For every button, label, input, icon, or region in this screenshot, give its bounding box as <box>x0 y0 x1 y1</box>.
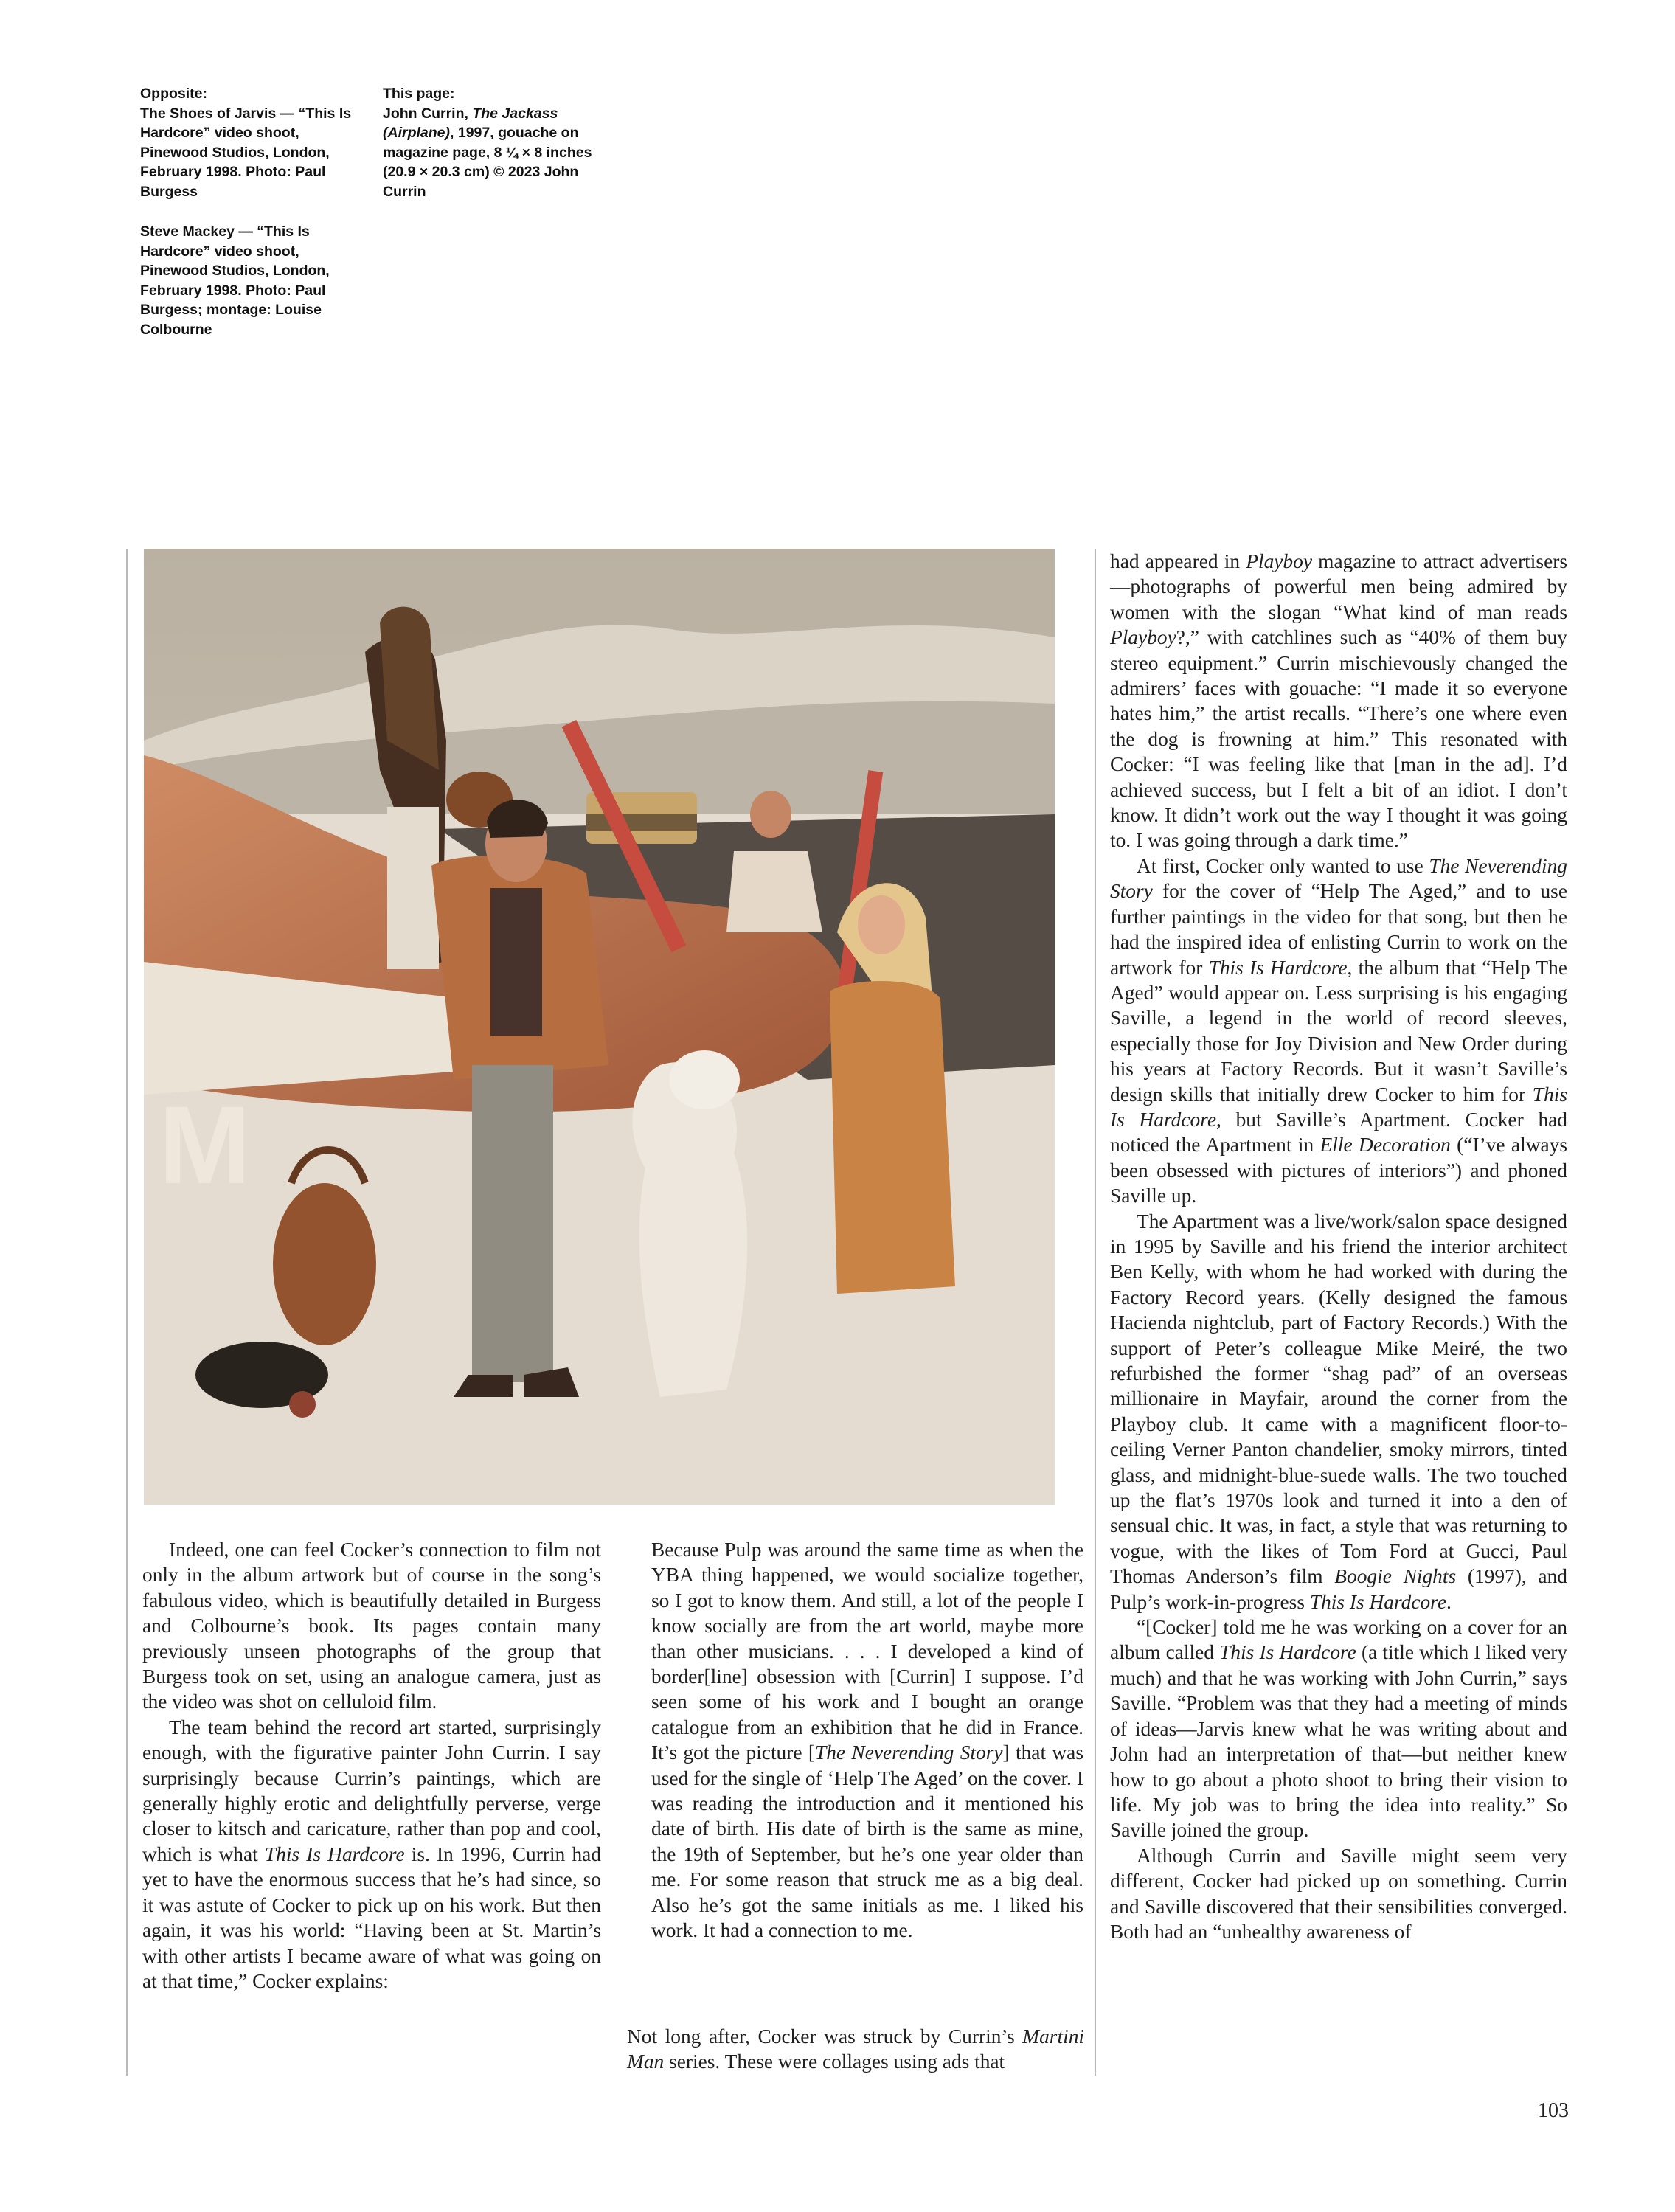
caption-details: , 1997, gouache on magazine page, 8 ¼ × 8 inches (20.9 × 20.3 cm) © 2023 John Currin <box>383 125 592 200</box>
middle-paragraph-title: Martini Man <box>627 2025 1084 2073</box>
middle-column-continuation <box>627 2024 1084 2075</box>
right-p1-b: magazine to attract advertisers—photographs of powerful men being admired by women with the slogan “What kind of man reads <box>1110 550 1568 623</box>
right-p2-title-3: This Is Hardcore <box>1110 1083 1567 1131</box>
right-p2-c: , the album that “Help The Aged” would appear on. Less surprising is his engaging Saville, a legend in the world of record sleeves, especially those for Joy Division and New Order during his years at Factory Records. But it wasn’t Saville’s design skills that initially drew Cocker to him for <box>1110 956 1568 1106</box>
block-quote-title: The Neverending Story <box>815 1741 1003 1764</box>
right-p1-a: had appeared in <box>1110 550 1246 572</box>
right-paragraph-3 <box>1110 1209 1567 1615</box>
caption-opposite-label: Opposite: <box>140 86 207 102</box>
right-p3-c: . <box>1446 1590 1452 1613</box>
artwork-image <box>144 549 1055 1505</box>
left-paragraph-2-text-b: is. In 1996, Currin had yet to have the enormous success that he’s had since, so it was astute of Cocker to pick up on his work. But then again, it was his world: “Having been at St. Martin’s with other artists I became aware of what was going on at that time,” Cocker explains: <box>142 1842 601 1992</box>
left-paragraph-1: Indeed, one can feel Cocker’s connection to film not only in the album artwork but of course in the song’s fabulous video, which is beautifully detailed in Burgess and Colbourne’s book. Its pages contain many previously unseen photographs of the group that Burgess took on set, using an analogue camera, just as the video was shot on celluloid film. <box>142 1539 601 1713</box>
column-rule-right <box>1095 549 1096 2076</box>
right-p2-b: for the cover of “Help The Aged,” and to use further paintings in the video for that song, but then he had the inspired idea of enlisting Currin to work on the artwork for <box>1110 880 1567 979</box>
right-p4-b: (a title which I liked very much) and that he was working with John Currin,” says Saville. “Problem was that they had a meeting of minds of ideas—Jarvis knew what he was writing about and John had an interpretation of that—but neither knew how to go about a photo shoot to bring their vision to life. My job was to bring the idea into reality.” So Saville joined the group. <box>1110 1641 1568 1842</box>
right-p2-d: , but Saville’s Apartment. Cocker had noticed the Apartment in <box>1110 1108 1567 1157</box>
caption-this-page-label: This page: <box>383 86 455 102</box>
right-column <box>1110 549 1567 1944</box>
right-p2-a: At first, Cocker only wanted to use <box>1137 854 1429 877</box>
left-paragraph-2 <box>142 1715 601 1994</box>
block-quote-text-b: ] that was used for the single of ‘Help The Aged’ on the cover. I was reading the introduction and it mentioned his date of birth. His date of birth is the same as mine, the 19th of September, but he’s one year older than me. For some reason that struck me as a big deal. Also he’s got the same initials as me. I liked his work. It had a connection to me. <box>651 1741 1083 1942</box>
right-p1-title-1: Playboy <box>1246 550 1312 572</box>
right-paragraph-1 <box>1110 549 1567 853</box>
right-paragraph-4 <box>1110 1615 1567 1843</box>
right-p2-title-1: The Neverending Story <box>1110 854 1567 903</box>
middle-paragraph-text-a: Not long after, Cocker was struck by Currin’s <box>627 2025 1023 2048</box>
left-paragraph-2-text-a: The team behind the record art started, surprisingly enough, with the figurative painter John Currin. I say surprisingly because Currin’s paintings, which are generally highly erotic and delightfully perverse, verge closer to kitsch and caricature, rather than pop and cool, which is what <box>142 1716 601 1865</box>
airplane-photo <box>144 549 1055 1505</box>
right-p1-title-2: Playboy <box>1110 626 1176 649</box>
left-column <box>142 1537 601 1994</box>
right-p4-a: “[Cocker] told me he was working on a cover for an album called <box>1110 1616 1567 1664</box>
caption-artist: John Currin, <box>383 105 473 122</box>
column-rule-left <box>126 549 128 2076</box>
right-p3-title-1: Boogie Nights <box>1334 1565 1457 1588</box>
plane-registration-letter: M <box>159 1083 251 1207</box>
right-p2-title-2: This Is Hardcore <box>1208 956 1348 979</box>
middle-column <box>651 1537 1083 1944</box>
right-paragraph-2 <box>1110 853 1567 1209</box>
right-p4-title-1: This Is Hardcore <box>1219 1641 1356 1664</box>
caption-opposite-text-1: The Shoes of Jarvis — “This Is Hardcore” video shoot, Pinewood Studios, London, February 1998. Photo: Paul Burgess <box>140 105 352 200</box>
right-p3-title-2: This Is Hardcore <box>1309 1590 1446 1613</box>
left-paragraph-2-title: This Is Hardcore <box>264 1842 405 1865</box>
block-quote <box>651 1537 1083 1944</box>
middle-paragraph-text-b: series. These were collages using ads that <box>664 2050 1005 2073</box>
caption-opposite-text-2: Steve Mackey — “This Is Hardcore” video shoot, Pinewood Studios, London, February 1998. Photo: Paul Burgess; montage: Louise Colbourne <box>140 223 330 338</box>
right-p3-a: The Apartment was a live/work/salon space designed in 1995 by Saville and his friend the interior architect Ben Kelly, with whom he had worked with during the Factory Record years. (Kelly designed the famous Hacienda nightclub, part of Factory Records.) With the support of Peter’s colleague Mike Meiré, the two refurbished the former “shag pad” of an overseas millionaire in Mayfair, around the corner from the Playboy club. It came with a magnificent floor-to-ceiling Verner Panton chandelier, smoky mirrors, tinted glass, and midnight-blue-suede walls. The two touched up the flat’s 1970s look and turned it into a den of sensual chic. It was, in fact, a style that was returning to vogue, with the likes of Tom Ford at Gucci, Paul Thomas Anderson’s film <box>1110 1210 1567 1588</box>
right-p3-b: (1997), and Pulp’s work-in-progress <box>1110 1565 1567 1613</box>
block-quote-text-a: Because Pulp was around the same time as when the YBA thing happened, we would socialize together, so I got to know them. And still, a lot of the people I know socially are from the art world, maybe more than other musicians. . . . I developed a kind of border[line] obsession with [Currin] I suppose. I’d seen some of his work and I bought an orange catalogue from an exhibition that he did in France. It’s got the picture [ <box>651 1539 1083 1764</box>
caption-this-page <box>383 84 604 222</box>
page-number: 103 <box>1538 2099 1569 2122</box>
right-p2-e: (“I’ve always been obsessed with pictures of interiors”) and phoned Saville up. <box>1110 1134 1567 1207</box>
caption-artwork-title: The Jackass (Airplane) <box>383 105 558 141</box>
right-p1-c: ?,” with catchlines such as “40% of them buy stereo equipment.” Currin mischievously changed the admirers’ faces with gouache: “I made it so everyone hates him,” the artist recalls. “There’s one where even the dog is frowning at him.” This resonated with Cocker: “I was feeling like that [man in the ad]. I’d achieved success, but I felt a bit of an idiot. I don’t know. It didn’t work out the way I thought it was going to. I was going through a dark time.” <box>1110 626 1567 852</box>
right-paragraph-5: Although Currin and Saville might seem very different, Cocker had picked up on something. Currin and Saville discovered that their sensibilities converged. Both had an “unhealthy awareness of <box>1110 1844 1567 1943</box>
caption-opposite <box>140 84 354 360</box>
middle-paragraph <box>627 2024 1084 2075</box>
right-p2-title-4: Elle Decoration <box>1319 1134 1451 1157</box>
